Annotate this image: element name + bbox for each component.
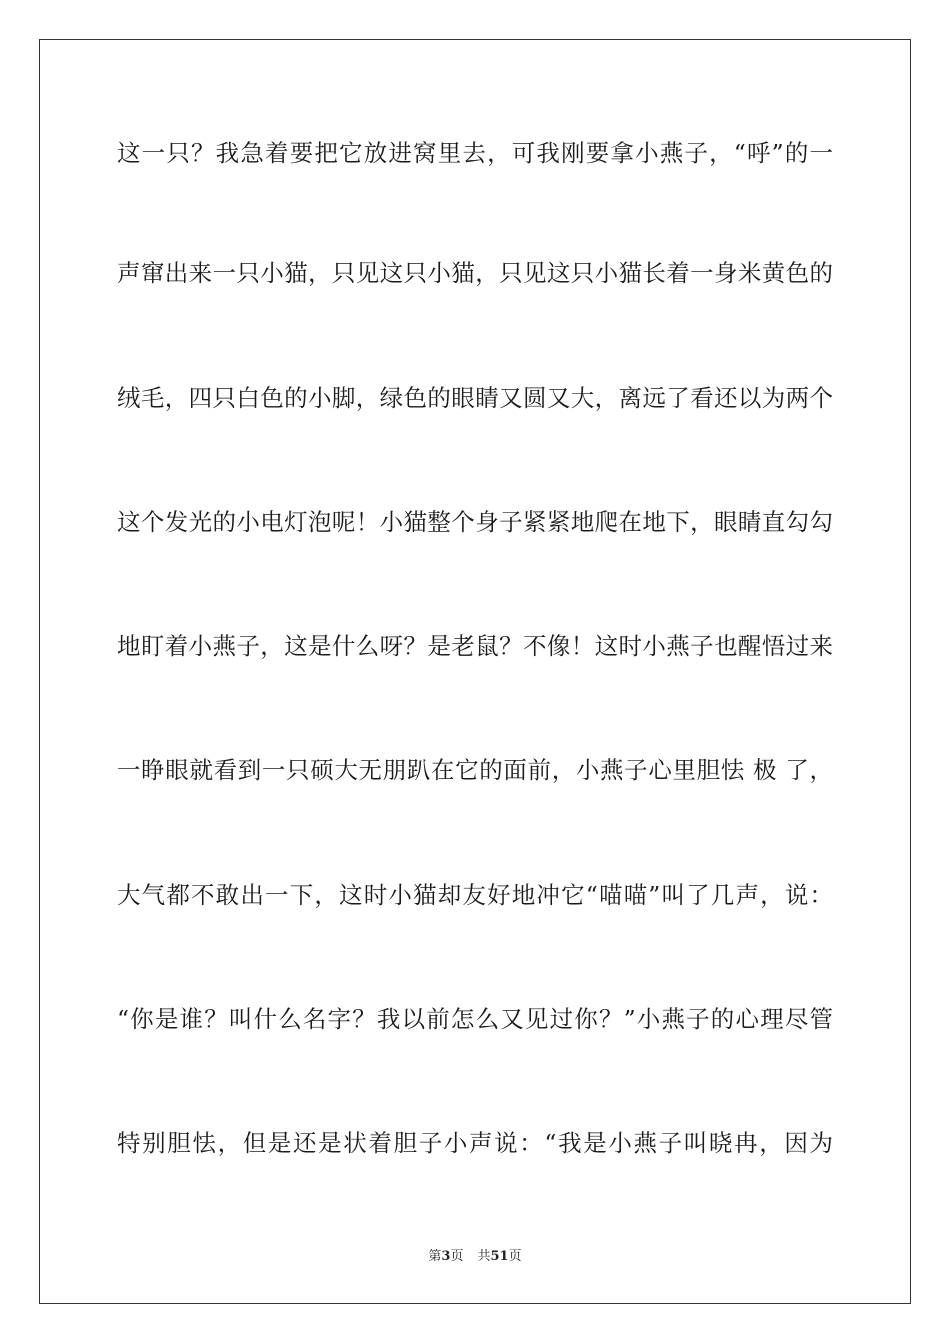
text-line-3: 绒毛，四只白色的小脚，绿色的眼睛又圆又大，离远了看还以为两个 [117,384,833,412]
page-number: 3 [441,1249,451,1264]
total-prefix: 共 [477,1249,491,1264]
text-line-7: 大气都不敢出一下，这时小猫却友好地冲它“喵喵”叫了几声，说： [117,881,833,909]
page-suffix: 页 [450,1249,464,1264]
page-footer [0,1245,950,1269]
text-line-2: 声窜出来一只小猫，只见这只小猫，只见这只小猫长着一身米黄色的 [117,259,833,287]
text-line-1: 这一只？我急着要把它放进窝里去，可我刚要拿小燕子，“呼”的一 [117,139,833,167]
total-pages: 51 [490,1249,509,1264]
text-line-5: 地盯着小燕子，这是什么呀？是老鼠？不像！这时小燕子也醒悟过来 [117,632,833,660]
text-line-4: 这个发光的小电灯泡呢！小猫整个身子紧紧地爬在地下，眼睛直勾勾 [117,508,833,536]
total-suffix: 页 [508,1249,522,1264]
page-border [39,39,911,1304]
text-line-9: 特别胆怯，但是还是状着胆子小声说：“我是小燕子叫晓冉，因为 [117,1129,833,1157]
text-line-6: 一睁眼就看到一只硕大无朋趴在它的面前，小燕子心里胆怯 极 了， [117,756,833,784]
page-prefix: 第 [428,1249,442,1264]
text-line-8: “你是谁？叫什么名字？我以前怎么又见过你？”小燕子的心理尽管 [117,1005,833,1033]
